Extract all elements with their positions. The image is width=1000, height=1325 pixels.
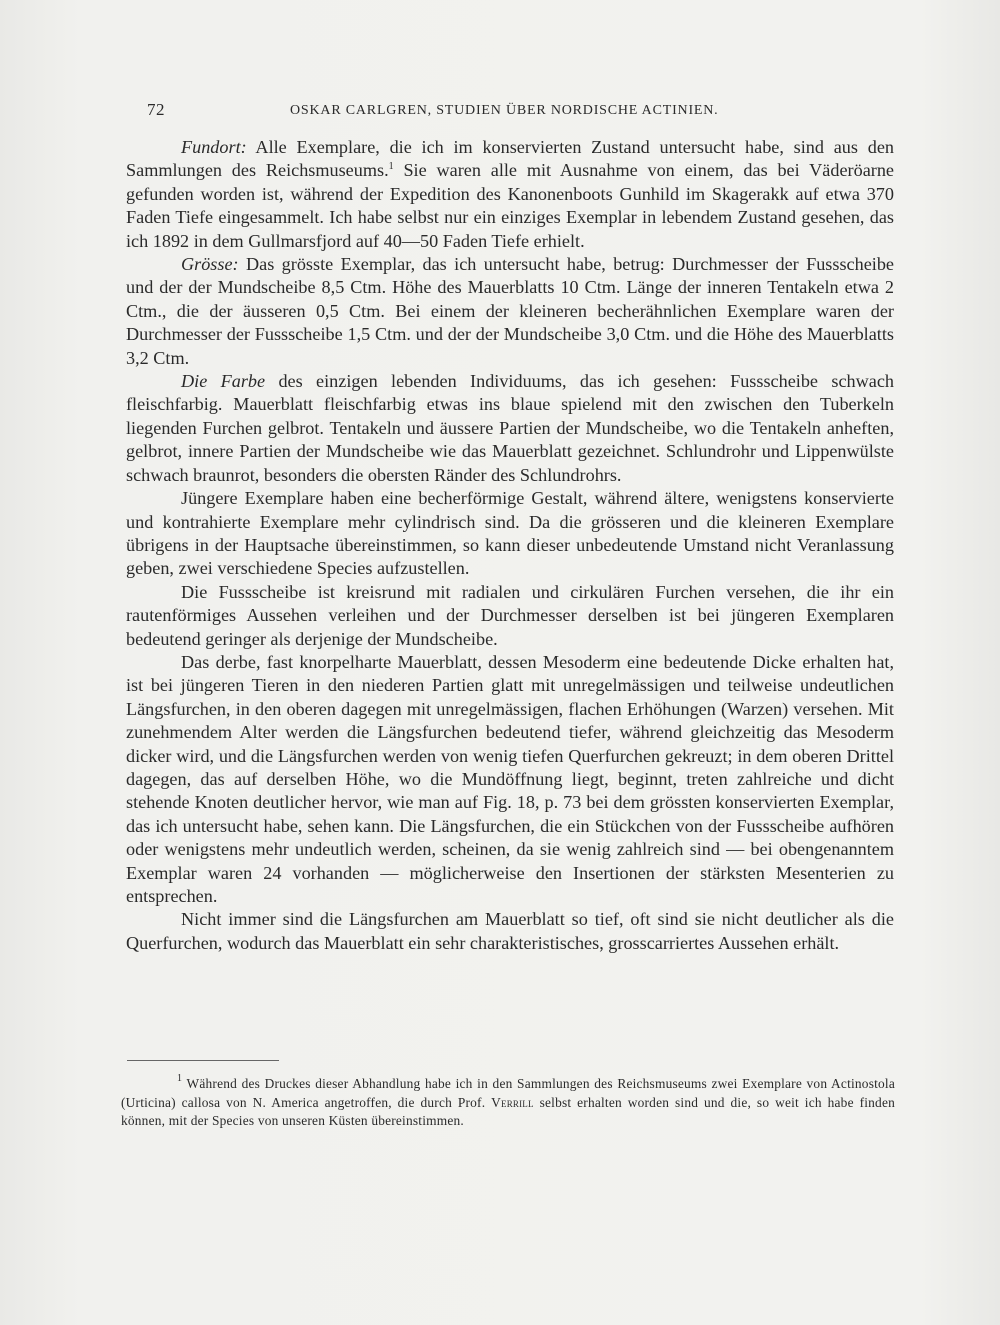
page-header [147, 100, 767, 124]
paragraph-text: Nicht immer sind die Längsfurchen am Mauerblatt so tief, oft sind sie nicht deutlicher als die Querfurchen, wodurch das Mauerblatt ein sehr charakteristisches, grosscarriertes Aussehen erhält. [126, 909, 894, 953]
paragraph-text: Jüngere Exemplare haben eine becherförmige Gestalt, während ältere, wenigstens konservierte und kontrahierte Exemplare mehr cylindrisch sind. Da die grösseren und die kleineren Exemplare übrigens in der Hauptsache übereinstimmen, so kann dieser unbedeutende Umstand nicht Veranlassung geben, zwei verschiedene Species aufzustellen. [126, 488, 894, 579]
running-head: OSKAR CARLGREN, STUDIEN ÜBER NORDISCHE ACTINIEN. [290, 103, 719, 118]
footnote [121, 1075, 895, 1131]
footnote-text: Während des Druckes dieser Abhandlung habe ich in den Sammlungen des Reichsmuseums zwei Exemplare von Actinostola (Urticina) callosa von N. America angetroffen, die durch Prof. [121, 1076, 895, 1110]
footnote-reference[interactable]: 1 [388, 161, 394, 173]
page-number: 72 [147, 100, 165, 119]
paragraph-text: Das grösste Exemplar, das ich untersucht habe, betrug: Durchmesser der Fussscheibe und der der Mundscheibe 8,5 Ctm. Höhe des Mauerblatts 10 Ctm. Länge der inneren Tentakeln etwa 2 Ctm., die der äusseren 0,5 Ctm. Bei einem der kleineren becherähnlichen Exemplare waren der Durchmesser der Fussscheibe 1,5 Ctm. und der der Mundscheibe 3,0 Ctm. und die Höhe des Mauerblatts 3,2 Ctm. [126, 254, 894, 368]
paragraph-text: Alle Exemplare, die ich im konservierten Zustand untersucht habe, sind aus den Sammlungen des Reichsmuseums. [126, 137, 894, 181]
paragraph-lead: Grösse: [181, 254, 239, 275]
footnote-divider [127, 1060, 279, 1061]
paragraph-text: Das derbe, fast knorpelharte Mauerblatt, dessen Mesoderm eine bedeutende Dicke erhalten hat, ist bei jüngeren Tieren in den niederen Partien glatt mit unregelmässigen und teilweise undeutlichen Längsfurchen, in den oberen dagegen mit unregelmässigen, flachen Erhöhungen (Warzen) versehen. Mit zunehmendem Alter werden die Längsfurchen bedeutend tiefer, während gleichzeitig das Mesoderm dicker wird, und die Längsfurchen werden von wenig tiefen Querfurchen gekreuzt; in dem oberen Drittel dagegen, das auf derselben Höhe, wo die Mundöffnung liegt, beginnt, treten zahlreiche und dicht stehende Knoten deutlicher hervor, wie man auf Fig. 18, p. 73 bei dem grössten konservierten Exemplar, das ich untersucht habe, sehen kann. Die Längsfurchen, die ein Stückchen von der Fussscheibe aufhören oder wenigstens mehr undeutlich werden, scheinen, da sie wenig zahlreich sind — bei obengenanntem Exemplar waren 24 vorhanden — möglicherweise den Insertionen der stärksten Mesenterien zu entsprechen. [126, 651, 894, 906]
body-text [126, 136, 894, 955]
paragraph-groesse [126, 253, 894, 370]
paragraph-text: des einzigen lebenden Individuums, das ich gesehen: Fussscheibe schwach fleischfarbig. Mauerblatt fleischfarbig etwas ins blaue spielend mit den zwischen den Tuberkeln liegenden Furchen gelbrot. Tentakeln und äussere Partien der Mundscheibe, wo die Tentakeln anheften, gelbrot, innere Partien der Mundscheibe wie das Mauerblatt gezeichnet. Schlundrohr und Lippenwülste schwach braunrot, besonders die obersten Ränder des Schlundrohrs. [126, 371, 894, 485]
footnote-text-continued: selbst erhalten worden sind und die, so weit ich habe finden können, mit der Species von unseren Küsten übereinstimmen. [121, 1094, 895, 1128]
paragraph-farbe [126, 370, 894, 487]
paragraph-fussscheibe [126, 581, 894, 651]
paragraph-fundort [126, 136, 894, 253]
paragraph-text: Die Fussscheibe ist kreisrund mit radialen und cirkulären Furchen versehen, die ihr ein rautenförmiges Aussehen verleihen und der Durchmesser derselben ist bei jüngeren Exemplaren bedeutend geringer als derjenige der Mundscheibe. [126, 581, 894, 649]
paragraph-mauerblatt [126, 651, 894, 908]
paragraph-lead: Fundort: [181, 137, 247, 157]
paragraph-text-continued: Sie waren alle mit Ausnahme von einem, das bei Väderöarne gefunden worden ist, während der Expedition des Kanonenboots Gunhild im Skagerakk auf etwa 370 Faden Tiefe eingesammelt. Ich habe selbst nur ein einziges Exemplar in lebendem Zustand gesehen, das ich 1892 in dem Gullmarsfjord auf 40—50 Faden Tiefe erhielt. [126, 160, 894, 251]
footnote-mark: 1 [177, 1073, 183, 1084]
paragraph-laengsfurchen [126, 908, 894, 955]
footnote-author: Verrill [491, 1094, 534, 1110]
paragraph-lead: Die Farbe [181, 371, 266, 392]
paragraph-gestalt [126, 487, 894, 581]
